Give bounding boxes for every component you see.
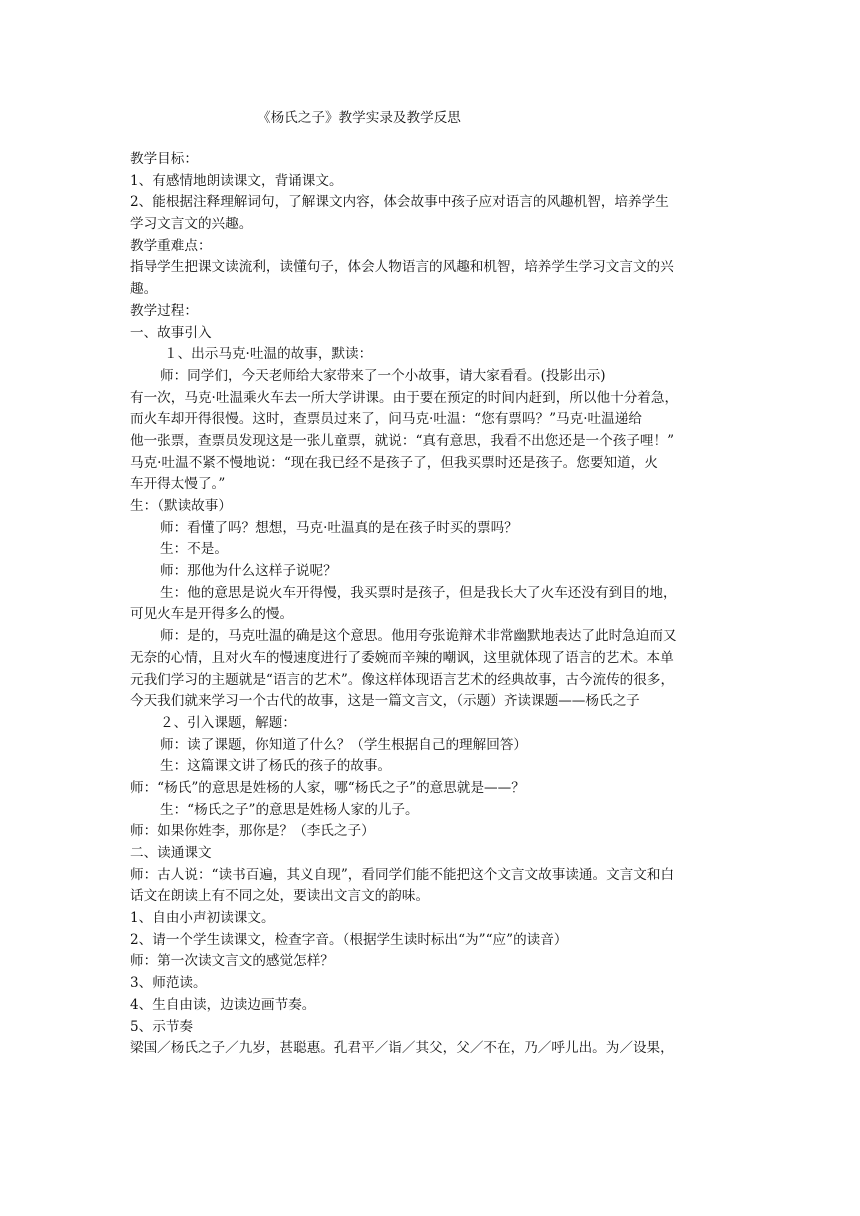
text-line: 梁国／杨氏之子／九岁，甚聪惠。孔君平／诣／其父，父／不在，乃／呼儿出。为／设果， [130, 1040, 674, 1057]
text-line: 5、示节奏 [130, 1018, 194, 1035]
text-line: 他一张票，查票员发现这是一张儿童票，就说：“真有意思，我看不出您还是一个孩子哩！” [130, 432, 675, 449]
text-line: 生：他的意思是说火车开得慢，我买票时是孩子，但是我长大了火车还没有到目的地， [160, 584, 677, 601]
text-line: 教学过程： [130, 302, 198, 319]
text-line: 有一次，马克·吐温乘火车去一所大学讲课。由于要在预定的时间内赶到，所以他十分着急， [130, 389, 679, 406]
text-line: 指导学生把课文读流利，读懂句子，体会人物语言的风趣和机智，培养学生学习文言文的兴 [130, 259, 674, 276]
text-line: 1、自由小声初读课文。 [130, 910, 275, 927]
text-line: 4、生自由读，边读边画节奏。 [130, 996, 316, 1013]
text-line: 生：不是。 [160, 541, 228, 558]
text-line: 师：同学们，今天老师给大家带来了一个小故事，请大家看看。(投影出示) [160, 367, 606, 384]
text-line: 趣。 [130, 281, 158, 298]
text-line: 话文在朗读上有不同之处，要读出文言文的韵味。 [130, 888, 430, 905]
text-line: ２、引入课题，解题： [160, 714, 296, 731]
text-line: 师：看懂了吗？想想，马克·吐温真的是在孩子时买的票吗？ [160, 519, 518, 536]
text-line: 师：如果你姓李，那你是？（李氏之子） [130, 823, 375, 840]
text-line: 今天我们就来学习一个古代的故事，这是一篇文言文，（示题）齐读课题——杨氏之子 [130, 693, 640, 710]
text-line: 而火车却开得很慢。这时，查票员过来了，问马克·吐温：“您有票吗？”马克·吐温递给 [130, 411, 642, 428]
text-line: 马克·吐温不紧不慢地说：“现在我已经不是孩子了，但我买票时还是孩子。您要知道，火 [130, 454, 658, 471]
text-line: 师：那他为什么这样子说呢？ [160, 563, 337, 580]
text-line: 车开得太慢了。” [130, 476, 226, 493]
text-line: 生：这篇课文讲了杨氏的孩子的故事。 [160, 758, 392, 775]
text-line: 师：“杨氏”的意思是姓杨的人家，哪“杨氏之子”的意思就是——？ [130, 779, 525, 796]
text-line: 元我们学习的主题就是“语言的艺术”。像这样体现语言艺术的经典故事，古今流传的很多， [130, 671, 675, 688]
document-body [130, 149, 740, 1060]
text-line: 一、故事引入 [130, 324, 212, 341]
text-line: 2、能根据注释理解词句，了解课文内容，体会故事中孩子应对语言的风趣机智，培养学生 [130, 194, 669, 211]
text-line: 教学目标： [130, 151, 198, 167]
text-line: 可见火车是开得多么的慢。 [130, 606, 294, 623]
text-line: 师：古人说：“读书百遍，其义自现”，看同学们能不能把这个文言文故事读通。文言文和白 [130, 866, 675, 883]
text-line: 无奈的心情，且对火车的慢速度进行了委婉而辛辣的嘲讽，这里就体现了语言的艺术。本单 [130, 649, 674, 666]
text-line: 师：读了课题，你知道了什么？（学生根据自己的理解回答） [160, 736, 528, 753]
text-line: 师：第一次读文言文的感觉怎样？ [130, 953, 334, 970]
text-line: 生：“杨氏之子”的意思是姓杨人家的儿子。 [160, 801, 419, 818]
document-title: 《杨氏之子》教学实录及教学反思 [257, 110, 461, 126]
text-line: 2、请一个学生读课文，检查字音。（根据学生读时标出“为”“应”的读音） [130, 931, 568, 948]
text-line: 1、有感情地朗读课文，背诵课文。 [130, 172, 343, 189]
text-line: 生：（默读故事） [130, 498, 232, 514]
text-line: 3、师范读。 [130, 975, 207, 992]
text-line: 教学重难点： [130, 237, 212, 254]
text-line: 学习文言文的兴趣。 [130, 216, 253, 233]
text-line: 二、读通课文 [130, 845, 212, 861]
text-line: 师：是的，马克吐温的确是这个意思。他用夸张诡辩术非常幽默地表达了此时急迫而又 [160, 628, 677, 645]
text-line: １、出示马克·吐温的故事，默读： [164, 346, 373, 363]
